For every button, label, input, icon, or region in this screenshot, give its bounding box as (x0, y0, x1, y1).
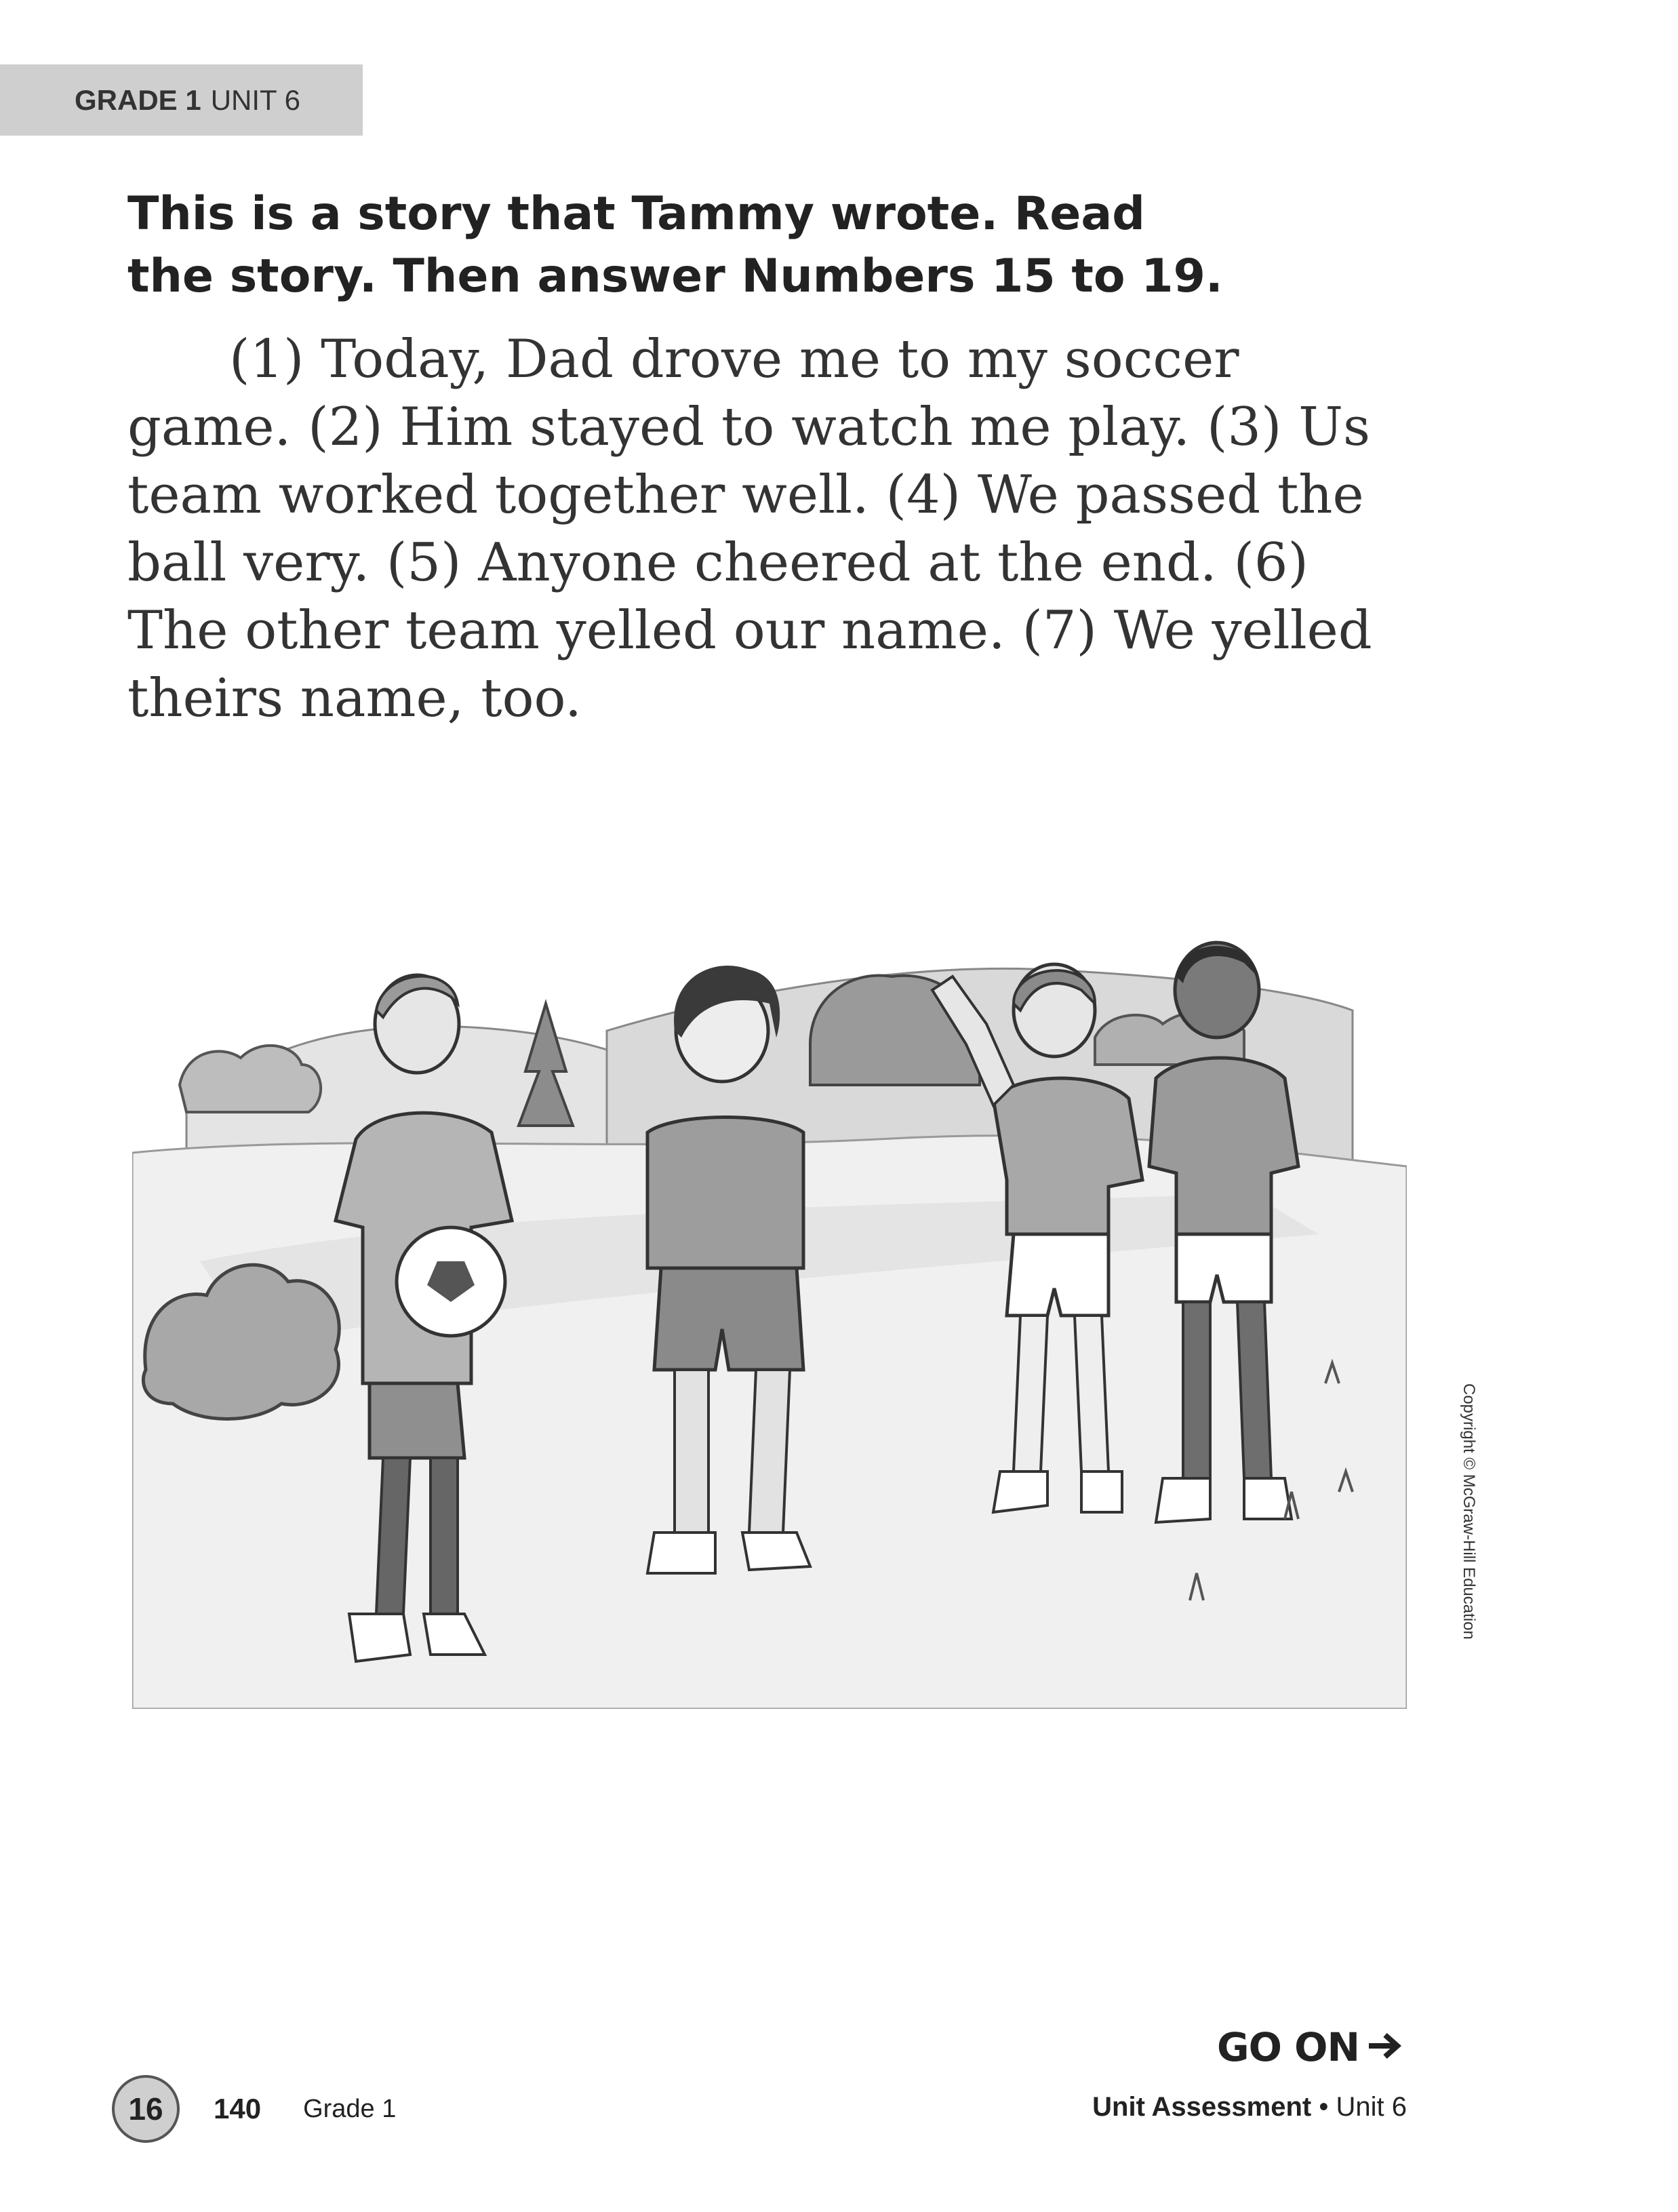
story-text: (1) Today, Dad drove me to my soccer game. (2) Him stayed to watch me play. (3) Us team worked together well. (4) We passed the ball very. (5) Anyone cheered at the end. (6) The other team yelled our name. (7) We yelled theirs name, too. (127, 329, 1372, 729)
page-number: 140 (214, 2093, 262, 2125)
instructions (127, 183, 1280, 308)
footer-separator: • (1319, 2092, 1329, 2122)
instructions-line-2: the story. Then answer Numbers 15 to 19. (127, 250, 1223, 303)
copyright-notice: Copyright © McGraw-Hill Education (1460, 1383, 1478, 1640)
unit-label: UNIT 6 (210, 83, 300, 116)
footer-unit: Unit 6 (1336, 2092, 1407, 2122)
story-passage (127, 325, 1416, 732)
instructions-line-1: This is a story that Tammy wrote. Read (127, 187, 1145, 241)
soccer-kids-illustration (132, 909, 1407, 1709)
footer-grade: Grade 1 (303, 2094, 397, 2123)
footer-right (1092, 2092, 1407, 2122)
arrow-right-icon (1366, 2024, 1407, 2070)
pine-tree (519, 1004, 573, 1126)
grade-label: GRADE 1 (75, 83, 201, 116)
go-on-indicator (1217, 2024, 1407, 2070)
go-on-label: GO ON (1217, 2024, 1359, 2070)
footer-left (112, 2075, 396, 2143)
page-badge: 16 (112, 2075, 180, 2143)
grade-unit-tab (0, 64, 363, 136)
footer-assessment: Unit Assessment (1092, 2092, 1312, 2122)
